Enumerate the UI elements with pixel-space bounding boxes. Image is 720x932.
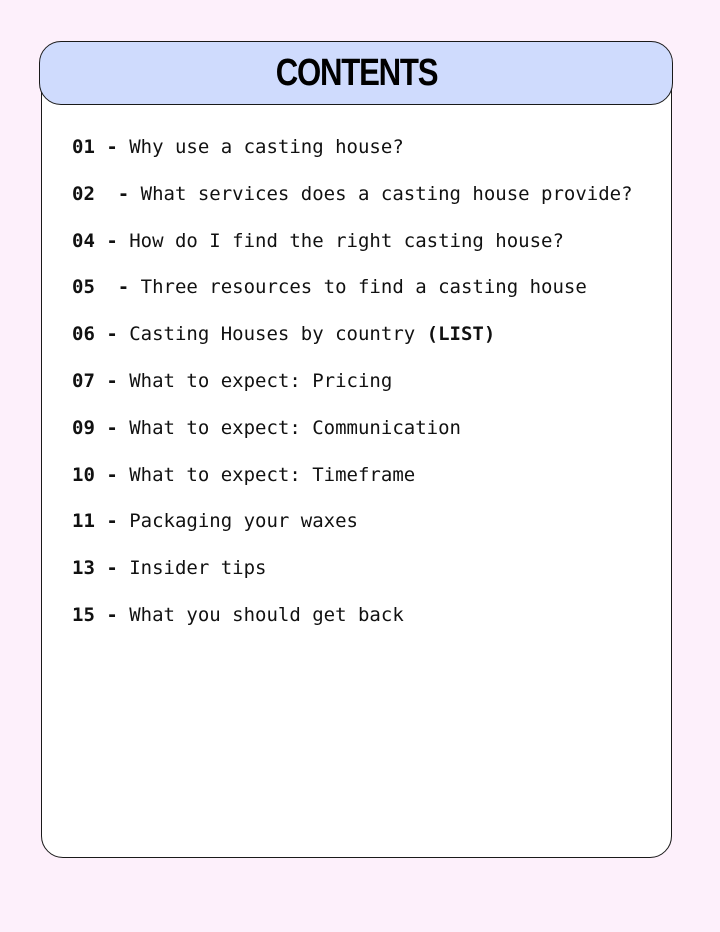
toc-title: How do I find the right casting house?: [129, 229, 564, 252]
toc-entry: [72, 414, 633, 461]
toc-separator: -: [94, 603, 130, 626]
toc-page-number: 10: [72, 463, 95, 486]
toc-page-number: 06: [72, 323, 95, 346]
toc-title: What to expect: Pricing: [129, 369, 393, 392]
toc-separator: -: [94, 463, 130, 486]
toc-page-number: 04: [72, 229, 95, 252]
toc-page-number: 11: [72, 510, 95, 533]
toc-separator: -: [94, 136, 130, 158]
toc-entry: [72, 601, 633, 648]
toc-title: Casting Houses by country: [129, 323, 427, 346]
toc-list-tag: (LIST): [426, 323, 496, 346]
toc-page-number: 13: [72, 557, 95, 580]
toc-title: Three resources to find a casting house: [140, 276, 587, 299]
toc-title: What to expect: Communication: [129, 416, 461, 439]
toc-page-number: 01: [72, 136, 95, 158]
toc-page-number: 15: [72, 603, 95, 626]
toc-entry: [72, 227, 633, 274]
toc-entry: [72, 273, 633, 320]
toc-entry: [72, 507, 633, 554]
toc-separator: -: [94, 323, 130, 346]
toc-title: Insider tips: [129, 557, 267, 580]
page-title: CONTENTS: [275, 52, 437, 94]
toc-page-number: 07: [72, 369, 95, 392]
toc-entry: [72, 180, 633, 227]
toc-separator: -: [94, 510, 130, 533]
contents-header: [39, 41, 673, 105]
toc-separator: -: [94, 182, 141, 205]
toc-entry: [72, 133, 633, 180]
toc-separator: -: [94, 229, 130, 252]
toc-title: What to expect: Timeframe: [129, 463, 416, 486]
toc-title: Why use a casting house?: [129, 136, 404, 158]
toc-entry: [72, 554, 633, 601]
toc-title: Packaging your waxes: [129, 510, 358, 533]
toc-entry: [72, 367, 633, 414]
toc-separator: -: [94, 416, 130, 439]
toc-page-number: 05: [72, 276, 95, 299]
toc-page-number: 02: [72, 182, 95, 205]
toc-separator: -: [94, 276, 141, 299]
toc-page-number: 09: [72, 416, 95, 439]
toc-entry: [72, 320, 633, 367]
toc-title: What services does a casting house provide?: [140, 182, 633, 205]
table-of-contents: [72, 133, 633, 648]
toc-separator: -: [94, 369, 130, 392]
toc-separator: -: [94, 557, 130, 580]
toc-entry: [72, 461, 633, 508]
toc-title: What you should get back: [129, 603, 404, 626]
